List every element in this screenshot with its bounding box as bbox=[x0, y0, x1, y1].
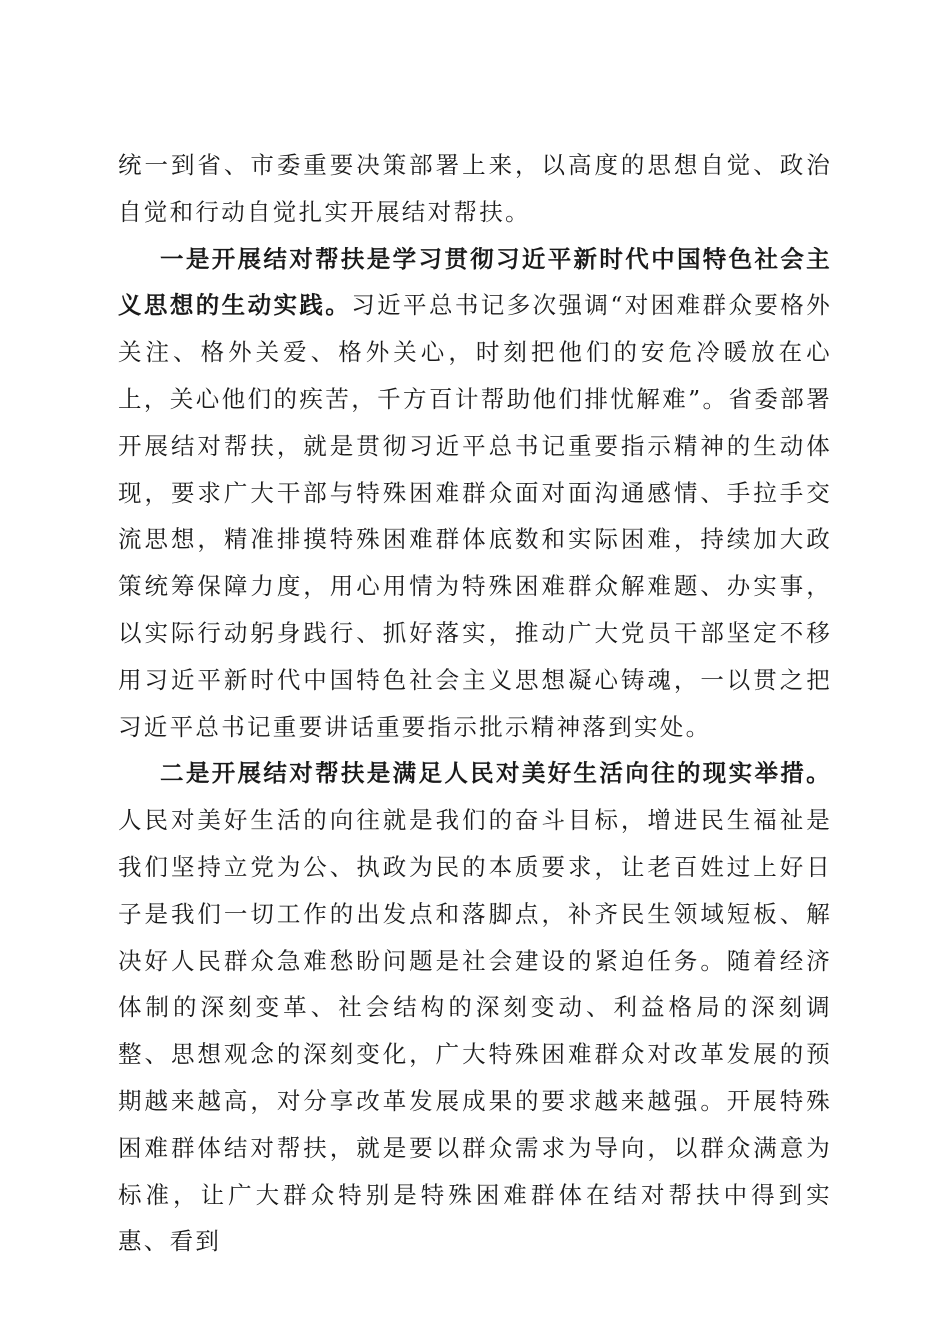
paragraph-3-body: 人民对美好生活的向往就是我们的奋斗目标，增进民生福祉是我们坚持立党为公、执政为民的本质要求，让老百姓过上好日子是我们一切工作的出发点和落脚点，补齐民生领域短板、解决好人民群众急难愁盼问题是社会建设的紧迫任务。随着经济体制的深刻变革、社会结构的深刻变动、利益格局的深刻调整、思想观念的深刻变化，广大特殊困难群众对改革发展的预期越来越高，对分享改革发展成果的要求越来越强。开展特殊困难群体结对帮扶，就是要以群众需求为导向，以群众满意为标准，让广大群众特别是特殊困难群体在结对帮扶中得到实惠、看到 bbox=[118, 806, 832, 1256]
paragraph-2 bbox=[118, 236, 832, 751]
paragraph-2-lead: 一是开展结对帮扶是学习贯彻习近平新时代中国特色社会主义思想的生动实践。 bbox=[118, 244, 832, 320]
paragraph-3 bbox=[118, 750, 832, 1265]
document-body bbox=[118, 142, 832, 1265]
paragraph-1 bbox=[118, 142, 832, 236]
paragraph-1-body: 统一到省、市委重要决策部署上来，以高度的思想自觉、政治自觉和行动自觉扎实开展结对帮扶。 bbox=[118, 151, 832, 226]
paragraph-3-lead: 二是开展结对帮扶是满足人民对美好生活向往的现实举措。 bbox=[160, 759, 832, 788]
paragraph-2-body: 习近平总书记多次强调“对困难群众要格外关注、格外关爱、格外关心，时刻把他们的安危冷暖放在心上，关心他们的疾苦，千方百计帮助他们排忧解难”。省委部署开展结对帮扶，就是贯彻习近平总书记重要指示精神的生动体现，要求广大干部与特殊困难群众面对面沟通感情、手拉手交流思想，精准排摸特殊困难群体底数和实际困难，持续加大政策统筹保障力度，用心用情为特殊困难群众解难题、办实事，以实际行动躬身践行、抓好落实，推动广大党员干部坚定不移用习近平新时代中国特色社会主义思想凝心铸魂，一以贯之把习近平总书记重要讲话重要指示批示精神落到实处。 bbox=[118, 291, 832, 741]
